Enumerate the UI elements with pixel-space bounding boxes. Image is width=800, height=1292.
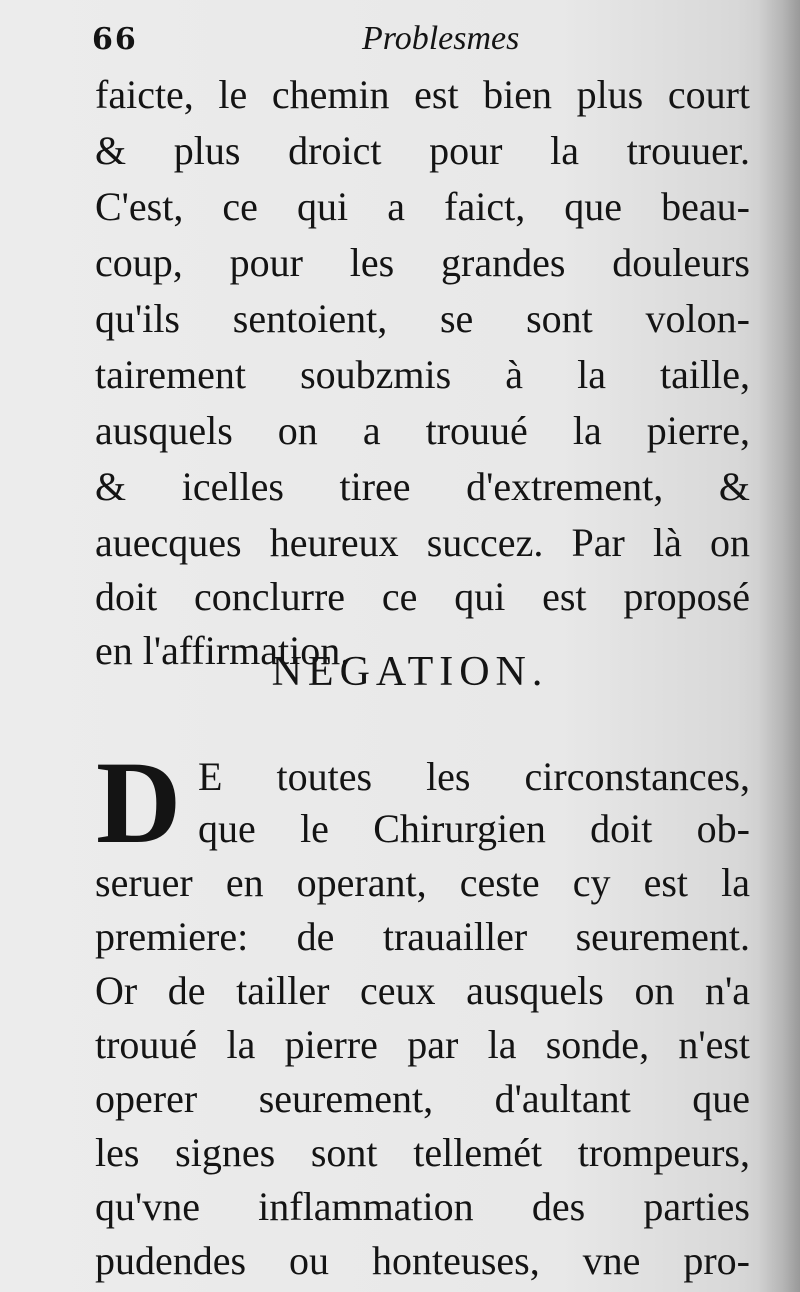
text-line: auecques heureux succez. Par là on	[95, 520, 750, 565]
drop-cap: D	[96, 737, 182, 868]
text-line: pudendes ou honteuses, vne pro-	[95, 1238, 750, 1283]
page-number: 66	[92, 22, 138, 57]
text-line: operer seurement, d'aultant que	[95, 1076, 750, 1121]
page-header	[92, 14, 752, 62]
text-line: en l'affirmation.	[95, 628, 351, 673]
text-line: qu'vne inflammation des parties	[95, 1184, 750, 1229]
running-head: Problesmes	[362, 20, 520, 57]
section-heading: NEGATION.	[271, 649, 549, 695]
text-line: trouué la pierre par la sonde, n'est	[95, 1022, 750, 1067]
page-gutter-shadow	[758, 0, 800, 1292]
text-line: les signes sont tellemét trompeurs,	[95, 1130, 750, 1175]
text-line: & icelles tiree d'extrement, &	[95, 464, 750, 509]
text-line: doit conclurre ce qui est proposé	[95, 574, 750, 619]
text-line: seruer en operant, ceste cy est la	[95, 860, 750, 905]
text-line: & plus droict pour la trouuer.	[95, 128, 750, 173]
text-line: qu'ils sentoient, se sont volon-	[95, 296, 750, 341]
text-line: coup, pour les grandes douleurs	[95, 240, 750, 285]
text-line: ausquels on a trouué la pierre,	[95, 408, 750, 453]
text-line: C'est, ce qui a faict, que beau-	[95, 184, 750, 229]
text-line: faicte, le chemin est bien plus court	[95, 72, 750, 117]
text-line: premiere: de trauailler seurement.	[95, 914, 750, 959]
text-line: E toutes les circonstances,	[198, 754, 750, 799]
text-line: tairement soubzmis à la taille,	[95, 352, 750, 397]
text-line: Or de tailler ceux ausquels on n'a	[95, 968, 750, 1013]
text-line: que le Chirurgien doit ob-	[198, 806, 750, 851]
